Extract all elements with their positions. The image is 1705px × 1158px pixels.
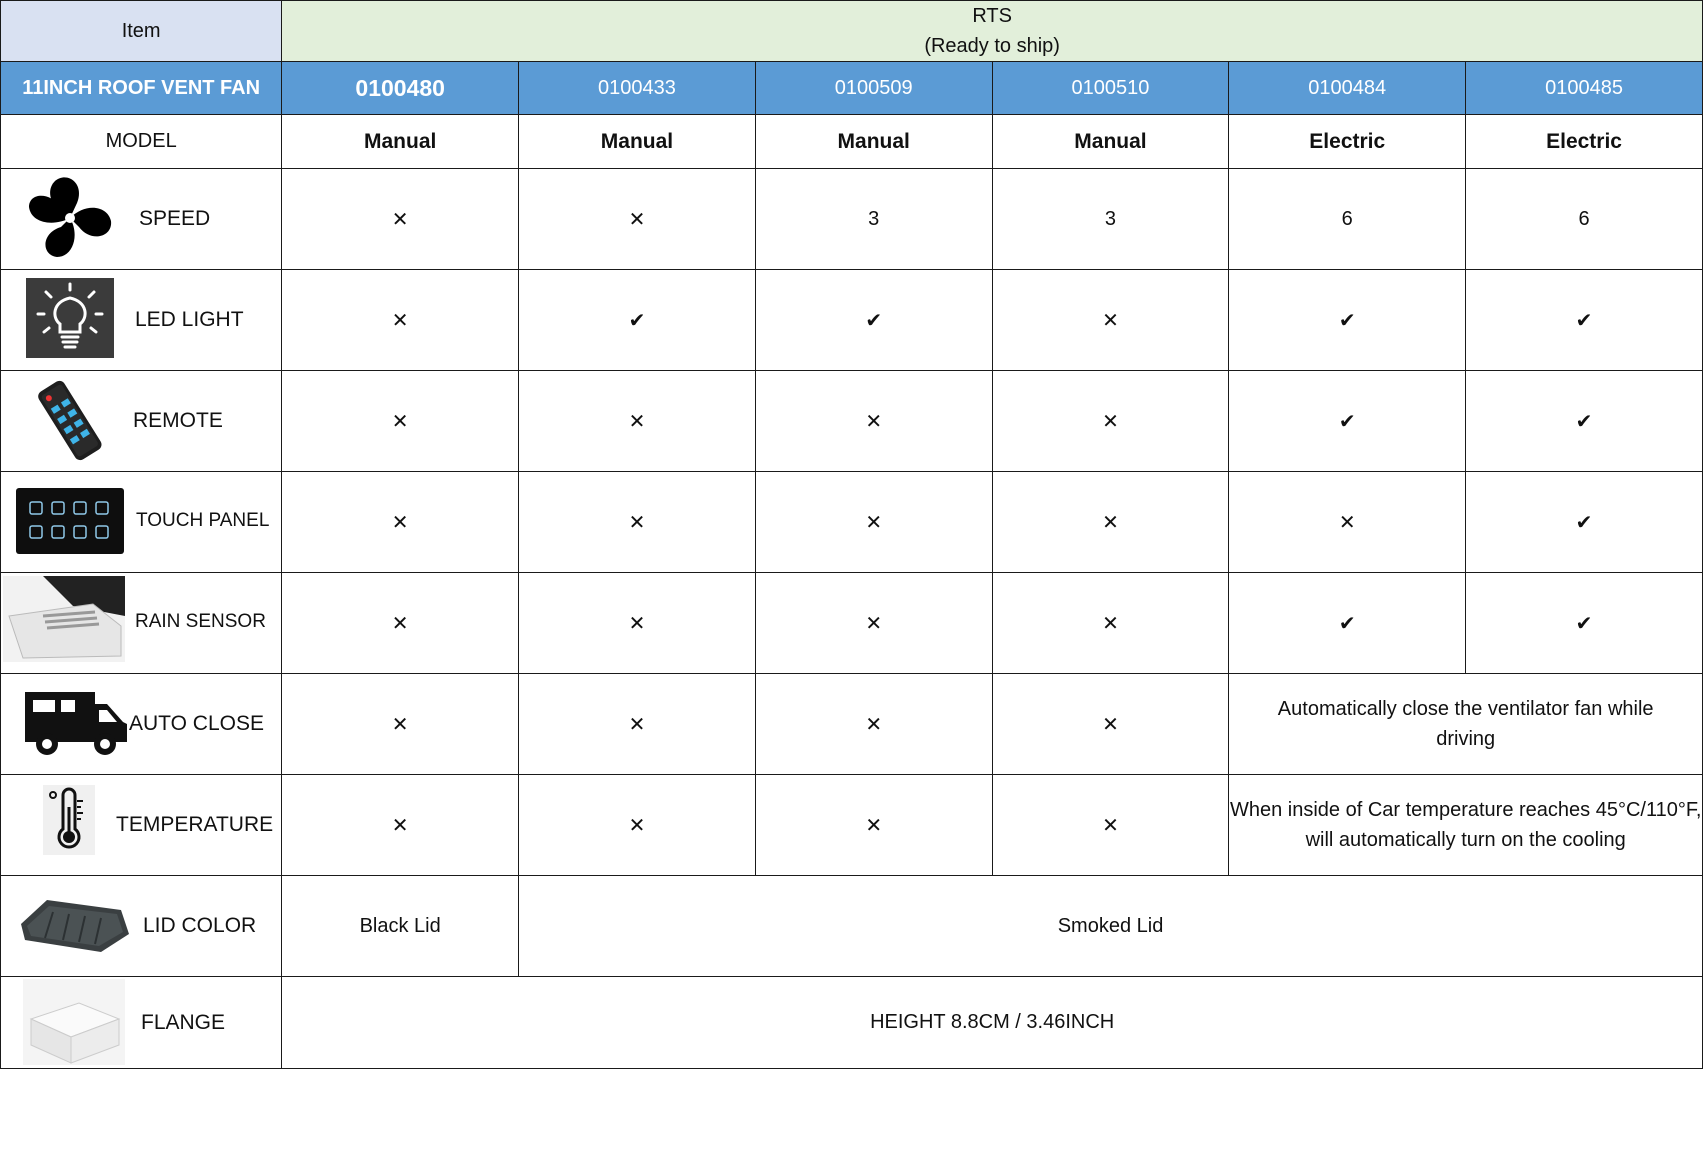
model-label: MODEL (1, 115, 282, 169)
feature-label: LED LIGHT (135, 308, 244, 331)
model-row (1, 115, 1703, 169)
feature-value: ✔ (1466, 573, 1703, 674)
feature-value: ✕ (282, 371, 519, 472)
feature-label-cell (1, 169, 282, 270)
remote-control-icon (29, 377, 109, 465)
speed-row (1, 169, 1703, 270)
feature-value: ✕ (282, 472, 519, 573)
product-code: 0100485 (1466, 62, 1703, 115)
feature-value: ✕ (755, 674, 992, 775)
light-bulb-icon (26, 278, 114, 358)
item-header: Item (1, 1, 282, 62)
feature-value: ✕ (519, 775, 756, 876)
product-code-row (1, 62, 1703, 115)
feature-value: ✔ (1229, 371, 1466, 472)
feature-value: 3 (992, 169, 1229, 270)
feature-label-cell (1, 472, 282, 573)
feature-value: ✕ (1229, 472, 1466, 573)
feature-value: ✕ (282, 674, 519, 775)
feature-label-cell (1, 674, 282, 775)
fan-icon (25, 173, 115, 263)
feature-value: ✕ (282, 775, 519, 876)
feature-value: ✕ (282, 270, 519, 371)
lid-color-row (1, 876, 1703, 977)
camper-van-icon (21, 688, 131, 756)
touch-panel-row (1, 472, 1703, 573)
feature-value: Smoked Lid (519, 876, 1703, 977)
rts-header (282, 1, 1703, 62)
feature-value: ✔ (1466, 270, 1703, 371)
feature-label-cell (1, 573, 282, 674)
touch-panel-icon (16, 488, 124, 554)
rain-sensor-icon (3, 576, 125, 662)
model-value: Electric (1466, 115, 1703, 169)
feature-value: ✔ (1229, 270, 1466, 371)
feature-value: ✕ (755, 573, 992, 674)
product-code: 0100480 (282, 62, 519, 115)
feature-label: TOUCH PANEL (136, 510, 270, 531)
feature-value: ✔ (1466, 472, 1703, 573)
feature-label: RAIN SENSOR (135, 611, 266, 632)
feature-value: ✔ (755, 270, 992, 371)
product-name: 11INCH ROOF VENT FAN (1, 62, 282, 115)
feature-label-cell (1, 977, 282, 1069)
feature-value: ✕ (755, 775, 992, 876)
flange-row (1, 977, 1703, 1069)
header-row (1, 1, 1703, 62)
model-value: Manual (282, 115, 519, 169)
temperature-row (1, 775, 1703, 876)
model-value: Electric (1229, 115, 1466, 169)
feature-value: ✕ (519, 371, 756, 472)
feature-value: 3 (755, 169, 992, 270)
feature-value: ✔ (519, 270, 756, 371)
feature-value: ✕ (519, 472, 756, 573)
feature-note: When inside of Car temperature reaches 45°C/110°F, will automatically turn on the cooling (1229, 775, 1703, 876)
feature-value: HEIGHT 8.8CM / 3.46INCH (282, 977, 1703, 1069)
feature-value: ✕ (519, 674, 756, 775)
feature-value: ✕ (519, 169, 756, 270)
model-value: Manual (519, 115, 756, 169)
feature-value: ✕ (992, 674, 1229, 775)
feature-value: ✕ (992, 472, 1229, 573)
feature-label-cell (1, 775, 282, 876)
led-light-row (1, 270, 1703, 371)
feature-label-cell (1, 876, 282, 977)
auto-close-row (1, 674, 1703, 775)
feature-value: ✕ (755, 371, 992, 472)
feature-value: ✕ (282, 573, 519, 674)
model-value: Manual (755, 115, 992, 169)
feature-note: Automatically close the ventilator fan while driving (1229, 674, 1703, 775)
rts-subtitle: (Ready to ship) (924, 35, 1060, 57)
remote-row (1, 371, 1703, 472)
feature-value: ✕ (992, 775, 1229, 876)
feature-value: ✕ (992, 270, 1229, 371)
feature-value: 6 (1466, 169, 1703, 270)
feature-value: 6 (1229, 169, 1466, 270)
model-value: Manual (992, 115, 1229, 169)
feature-value: ✔ (1229, 573, 1466, 674)
feature-value: Black Lid (282, 876, 519, 977)
feature-value: ✔ (1466, 371, 1703, 472)
thermometer-icon (43, 785, 95, 855)
feature-value: ✕ (992, 573, 1229, 674)
feature-label: FLANGE (141, 1011, 226, 1034)
vent-lid-icon (17, 894, 131, 956)
feature-label-cell (1, 371, 282, 472)
product-code: 0100484 (1229, 62, 1466, 115)
feature-value: ✕ (755, 472, 992, 573)
feature-label: REMOTE (133, 409, 223, 432)
product-code: 0100510 (992, 62, 1229, 115)
feature-label: TEMPERATURE (116, 813, 274, 836)
rts-title: RTS (972, 5, 1012, 27)
feature-value: ✕ (282, 169, 519, 270)
product-code: 0100433 (519, 62, 756, 115)
feature-label-cell (1, 270, 282, 371)
feature-label: AUTO CLOSE (129, 712, 264, 735)
feature-label: LID COLOR (143, 914, 257, 937)
product-code: 0100509 (755, 62, 992, 115)
rain-sensor-row (1, 573, 1703, 674)
flange-icon (23, 979, 125, 1065)
feature-value: ✕ (992, 371, 1229, 472)
feature-label: SPEED (139, 207, 211, 230)
feature-value: ✕ (519, 573, 756, 674)
